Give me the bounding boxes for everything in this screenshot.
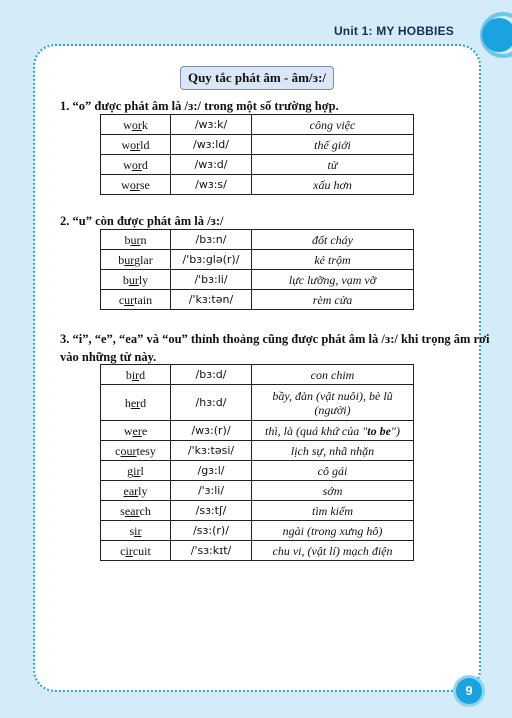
word-prefix: b (122, 272, 129, 287)
table-row (101, 481, 414, 501)
table-row (101, 155, 414, 175)
word-prefix: w (121, 177, 130, 192)
meaning-cell: chu vi, (vật lí) mạch điện (252, 541, 414, 561)
word-underlined-part: ur (124, 252, 135, 267)
word-cell (101, 230, 171, 250)
meaning-cell: cô gái (252, 461, 414, 481)
meaning-text: thì, là (quá khứ của " (265, 423, 368, 438)
word-cell (101, 481, 171, 501)
word-prefix: b (125, 367, 132, 382)
word-cell (101, 541, 171, 561)
word-underlined-part: ear (124, 503, 140, 518)
word-cell (101, 501, 171, 521)
word-underlined-part: er (130, 395, 141, 410)
rule-title: Quy tắc phát âm - âm/ɜ:/ (180, 66, 334, 90)
word-prefix: w (121, 137, 131, 152)
meaning-cell: từ (252, 155, 414, 175)
word-underlined-part: ur (130, 232, 141, 247)
ipa-cell: /wɜ:(r)/ (171, 421, 252, 441)
word-cell (101, 461, 171, 481)
word-underlined-part: ur (124, 292, 135, 307)
table-row (101, 115, 414, 135)
ipa-cell: /'kɜ:təsi/ (171, 441, 252, 461)
ipa-cell: /sɜ:tʃ/ (171, 501, 252, 521)
ipa-cell: /hɜ:d/ (171, 385, 252, 421)
word-cell (101, 270, 171, 290)
section-3-title-line1: 3. “i”, “e”, “ea” và “ou” thỉnh thoảng cũng được phát âm là /ɜ:/ khi trọng âm rơi (60, 332, 490, 346)
word-suffix: ly (138, 272, 149, 287)
ipa-cell: /sɜ:(r)/ (171, 521, 252, 541)
word-cell (101, 521, 171, 541)
word-suffix: tain (134, 292, 153, 307)
meaning-cell (252, 421, 414, 441)
word-underlined-part: or (129, 177, 140, 192)
word-prefix: b (124, 232, 131, 247)
word-prefix: g (127, 463, 134, 478)
word-suffix: tesy (136, 443, 156, 458)
word-suffix: n (140, 232, 147, 247)
word-cell (101, 135, 171, 155)
meaning-cell: thế giới (252, 135, 414, 155)
meaning-cell: rèm cửa (252, 290, 414, 310)
table-row (101, 175, 414, 195)
word-cell (101, 365, 171, 385)
word-suffix: d (140, 395, 147, 410)
ipa-cell: /'bɜ:li/ (171, 270, 252, 290)
table-row (101, 230, 414, 250)
ipa-cell: /wɜ:s/ (171, 175, 252, 195)
meaning-cell: lịch sự, nhã nhặn (252, 441, 414, 461)
table-row (101, 365, 414, 385)
meaning-cell: công việc (252, 115, 414, 135)
vocab-table-2 (100, 229, 414, 310)
vocab-table-3 (100, 364, 414, 561)
word-cell (101, 421, 171, 441)
word-prefix: c (120, 543, 126, 558)
word-cell (101, 290, 171, 310)
word-underlined-part: ear (123, 483, 139, 498)
ipa-cell: /'bɜ:glə(r)/ (171, 250, 252, 270)
vocab-table-1 (100, 114, 414, 195)
table-row (101, 270, 414, 290)
word-prefix: w (123, 117, 132, 132)
meaning-cell (252, 385, 414, 421)
meaning-cell: ngài (trong xưng hô) (252, 521, 414, 541)
word-cell (101, 155, 171, 175)
word-prefix: w (123, 423, 133, 438)
header-decoration-circle (482, 18, 512, 52)
word-suffix: e (141, 423, 148, 438)
word-underlined-part: or (130, 137, 141, 152)
word-cell (101, 175, 171, 195)
page-number-badge: 9 (456, 678, 482, 704)
word-cell (101, 115, 171, 135)
word-suffix: ly (138, 483, 148, 498)
table-row (101, 521, 414, 541)
meaning-cell: kẻ trộm (252, 250, 414, 270)
ipa-cell: /wɜ:d/ (171, 155, 252, 175)
word-prefix: c (115, 443, 121, 458)
section-3-title-line2: vào những từ này. (60, 350, 157, 364)
word-suffix: ch (139, 503, 151, 518)
table-row (101, 421, 414, 441)
word-prefix: s (120, 503, 125, 518)
table-row (101, 290, 414, 310)
word-suffix: d (141, 157, 148, 172)
ipa-cell: /bɜ:d/ (171, 365, 252, 385)
table-row (101, 541, 414, 561)
table-row (101, 250, 414, 270)
unit-title: Unit 1: MY HOBBIES (333, 24, 454, 38)
word-cell (101, 441, 171, 461)
word-underlined-part: or (131, 117, 142, 132)
table-row (101, 135, 414, 155)
word-prefix: b (118, 252, 125, 267)
word-suffix: d (139, 367, 146, 382)
word-underlined-part: ur (128, 272, 139, 287)
word-underlined-part: or (131, 157, 142, 172)
word-prefix: h (124, 395, 131, 410)
section-2-title: 2. “u” còn được phát âm là /ɜ:/ (60, 214, 224, 228)
meaning-line: bầy, đàn (vật nuôi), bè lũ (272, 388, 393, 403)
word-prefix: w (123, 157, 132, 172)
word-underlined-part: ir (125, 543, 133, 558)
word-suffix: l (140, 463, 144, 478)
ipa-cell: /bɜ:n/ (171, 230, 252, 250)
word-underlined-part: ir (134, 523, 142, 538)
word-suffix: glar (134, 252, 153, 267)
word-prefix: c (118, 292, 125, 307)
word-underlined-part: our (120, 443, 137, 458)
word-suffix: se (139, 177, 150, 192)
word-prefix: s (129, 523, 135, 538)
word-cell (101, 250, 171, 270)
table-row (101, 461, 414, 481)
word-underlined-part: ir (133, 463, 141, 478)
word-cell (101, 385, 171, 421)
word-underlined-part: ir (131, 367, 140, 382)
table-row (101, 385, 414, 421)
meaning-bold-text: to be (367, 423, 391, 438)
word-suffix: k (141, 117, 148, 132)
meaning-cell: con chim (252, 365, 414, 385)
meaning-cell: lực lưỡng, vạm vỡ (252, 270, 414, 290)
meaning-cell: tìm kiếm (252, 501, 414, 521)
word-underlined-part: er (132, 423, 142, 438)
ipa-cell: /wɜ:ld/ (171, 135, 252, 155)
table-row (101, 441, 414, 461)
meaning-text: ") (390, 423, 400, 438)
meaning-cell: xấu hơn (252, 175, 414, 195)
ipa-cell: /gɜ:l/ (171, 461, 252, 481)
ipa-cell: /'kɜ:tən/ (171, 290, 252, 310)
word-suffix: cuit (132, 543, 151, 558)
meaning-line: (người) (314, 402, 351, 417)
meaning-cell: sớm (252, 481, 414, 501)
section-1-title: 1. “o” được phát âm là /ɜ:/ trong một số trường hợp. (60, 99, 339, 113)
ipa-cell: /'sɜ:kɪt/ (171, 541, 252, 561)
word-suffix: ld (140, 137, 150, 152)
meaning-cell: đốt cháy (252, 230, 414, 250)
ipa-cell: /'ɜ:li/ (171, 481, 252, 501)
table-row (101, 501, 414, 521)
ipa-cell: /wɜ:k/ (171, 115, 252, 135)
